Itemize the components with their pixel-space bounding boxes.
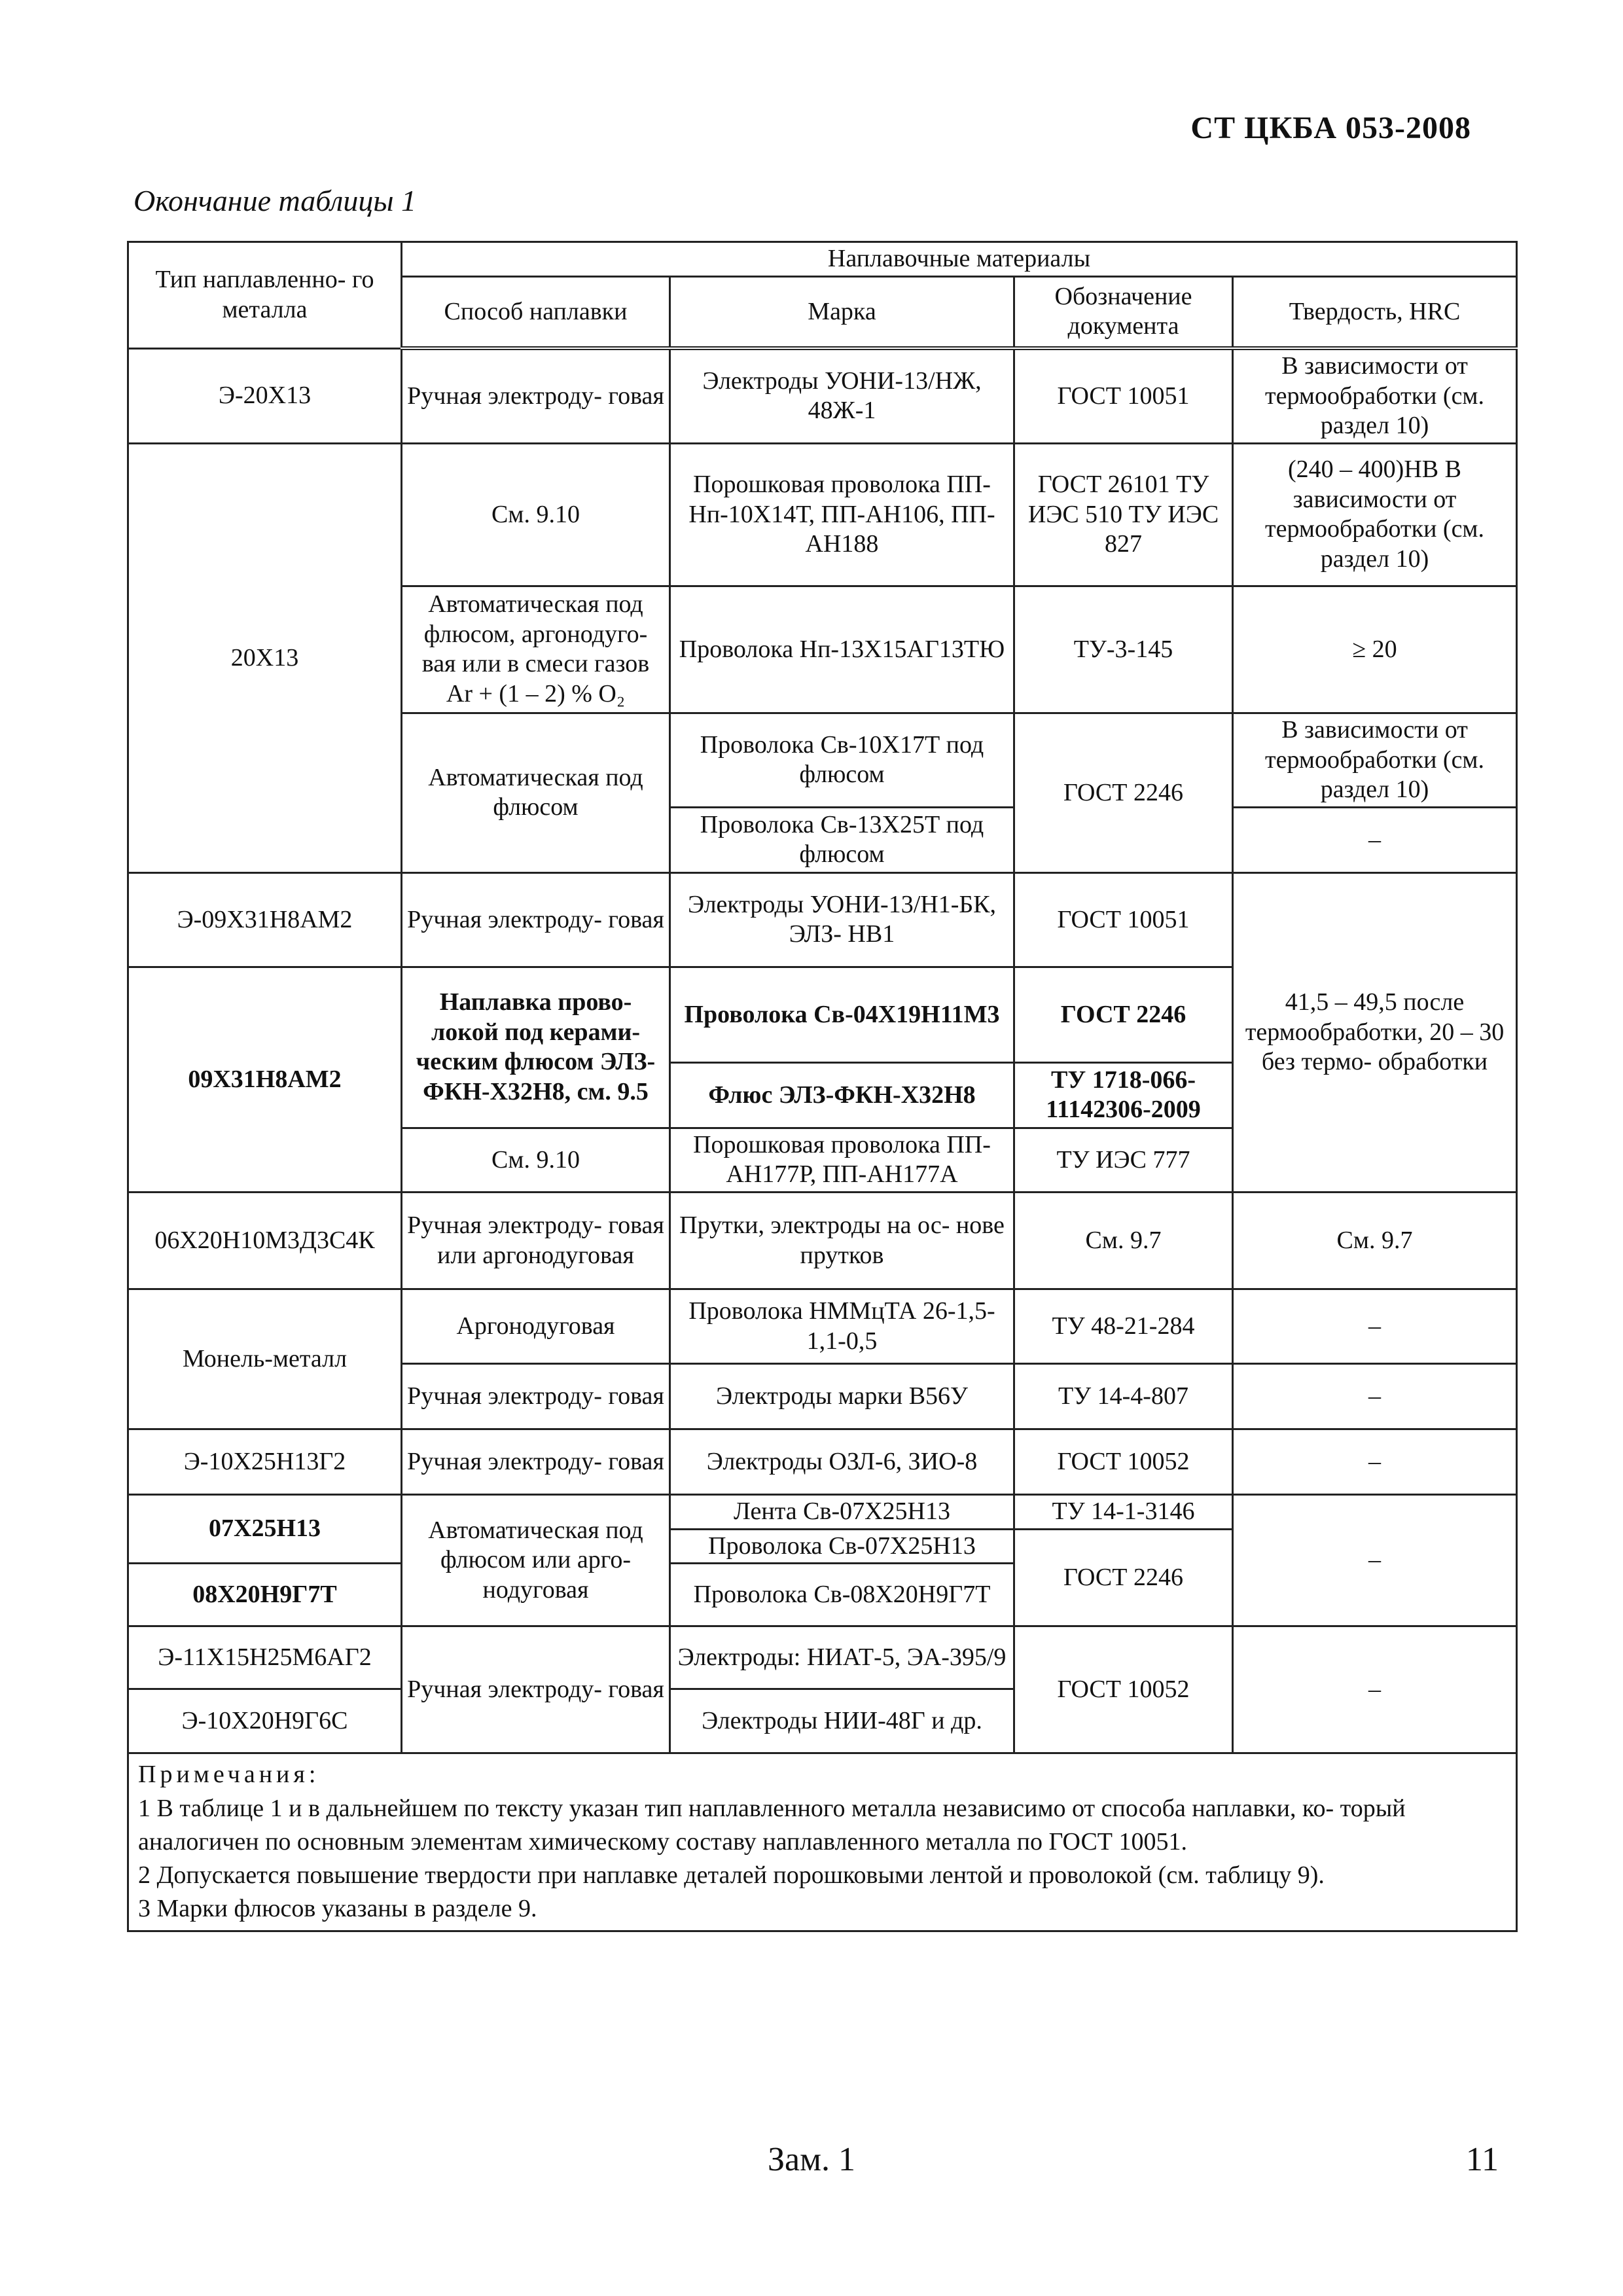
cell-brand: Проволока Св-07Х25Н13 bbox=[670, 1529, 1014, 1564]
cell-hardness: – bbox=[1233, 1495, 1517, 1626]
note-2: 2 Допускается повышение твердости при наплавке деталей порошковыми лентой и проволокой (см. таблицу 9). bbox=[138, 1861, 1325, 1890]
document-code: СТ ЦКБА 053-2008 bbox=[1190, 111, 1471, 145]
cell-document: ГОСТ 10051 bbox=[1014, 872, 1233, 967]
cell-type: 09Х31Н8АМ2 bbox=[128, 967, 402, 1192]
cell-brand: Проволока Св-04Х19Н11М3 bbox=[670, 967, 1014, 1062]
cell-type: Э-20Х13 bbox=[128, 348, 402, 443]
cell-type: 06Х20Н10М3Д3С4К bbox=[128, 1193, 402, 1289]
cell-type: Э-10Х25Н13Г2 bbox=[128, 1429, 402, 1495]
cell-brand: Электроды: НИАТ-5, ЭА-395/9 bbox=[670, 1626, 1014, 1689]
cell-type: 08Х20Н9Г7Т bbox=[128, 1564, 402, 1626]
cell-brand: Порошковая проволока ПП-Нп-10Х14Т, ПП-АН106, ПП-АН188 bbox=[670, 443, 1014, 586]
cell-type: Э-10Х20Н9Г6С bbox=[128, 1689, 402, 1753]
cell-brand: Электроды марки В56У bbox=[670, 1364, 1014, 1429]
header-type: Тип наплавленно- го металла bbox=[128, 242, 402, 349]
cell-brand: Проволока Нп-13Х15АГ13ТЮ bbox=[670, 586, 1014, 713]
cell-document: ТУ-3-145 bbox=[1014, 586, 1233, 713]
cell-document: ГОСТ 10052 bbox=[1014, 1626, 1233, 1753]
change-label: Зам. 1 bbox=[767, 2141, 856, 2178]
note-1: 1 В таблице 1 и в дальнейшем по тексту указан тип наплавленного металла независимо от способа наплавки, ко- торый аналогичен по основным элементам химическому составу наплавленного металла по ГОСТ 10051. bbox=[138, 1794, 1406, 1856]
cell-document: ГОСТ 10051 bbox=[1014, 348, 1233, 443]
cell-brand: Проволока Св-08Х20Н9Г7Т bbox=[670, 1564, 1014, 1626]
cell-type: Э-11Х15Н25М6АГ2 bbox=[128, 1626, 402, 1689]
cell-method: Автоматическая под флюсом bbox=[402, 713, 670, 872]
cell-hardness: – bbox=[1233, 1364, 1517, 1429]
cell-brand: Проволока Св-13Х25Т под флюсом bbox=[670, 807, 1014, 872]
cell-type: Э-09Х31Н8АМ2 bbox=[128, 872, 402, 967]
cell-method: Ручная электроду- говая bbox=[402, 348, 670, 443]
cell-method: Автоматическая под флюсом или арго- нодуговая bbox=[402, 1495, 670, 1626]
cell-hardness: В зависимости от термообработки (см. раздел 10) bbox=[1233, 348, 1517, 443]
cell-hardness: В зависимости от термообработки (см. раздел 10) bbox=[1233, 713, 1517, 807]
cell-brand: Порошковая проволока ПП-АН177Р, ПП-АН177А bbox=[670, 1128, 1014, 1192]
cell-hardness: – bbox=[1233, 1289, 1517, 1364]
cell-brand: Электроды УОНИ-13/Н1-БК, ЭЛЗ- НВ1 bbox=[670, 872, 1014, 967]
cell-method: Автоматическая под флюсом, аргонодуго- вая или в смеси газов Ar + (1 – 2) % O₂ bbox=[402, 586, 670, 713]
header-brand: Марка bbox=[670, 276, 1014, 348]
cell-brand: Лента Св-07Х25Н13 bbox=[670, 1495, 1014, 1530]
note-3: 3 Марки флюсов указаны в разделе 9. bbox=[138, 1895, 537, 1923]
header-group: Наплавочные материалы bbox=[402, 242, 1517, 277]
cell-method: Ручная электроду- говая bbox=[402, 1429, 670, 1495]
cell-brand: Электроды НИИ-48Г и др. bbox=[670, 1689, 1014, 1753]
cell-document: ГОСТ 26101 ТУ ИЭС 510 ТУ ИЭС 827 bbox=[1014, 443, 1233, 586]
header-method: Способ наплавки bbox=[402, 276, 670, 348]
cell-type: 20Х13 bbox=[128, 443, 402, 872]
materials-table bbox=[127, 241, 1518, 1932]
cell-hardness: 41,5 – 49,5 после термообработки, 20 – 30 без термо- обработки bbox=[1233, 872, 1517, 1192]
cell-brand: Проволока Св-10Х17Т под флюсом bbox=[670, 713, 1014, 807]
cell-brand: Проволока НММцТА 26-1,5-1,1-0,5 bbox=[670, 1289, 1014, 1364]
notes-title: Примечания: bbox=[138, 1761, 320, 1789]
cell-document: ГОСТ 2246 bbox=[1014, 713, 1233, 872]
cell-document: ГОСТ 2246 bbox=[1014, 1529, 1233, 1626]
cell-type: 07Х25Н13 bbox=[128, 1495, 402, 1564]
cell-hardness: – bbox=[1233, 1429, 1517, 1495]
cell-type: Монель-металл bbox=[128, 1289, 402, 1429]
cell-document: См. 9.7 bbox=[1014, 1193, 1233, 1289]
cell-document: ТУ 48-21-284 bbox=[1014, 1289, 1233, 1364]
cell-document: ТУ ИЭС 777 bbox=[1014, 1128, 1233, 1192]
cell-method: Наплавка прово- локой под керами- ческим флюсом ЭЛЗ-ФКН-Х32Н8, см. 9.5 bbox=[402, 967, 670, 1128]
table-caption: Окончание таблицы 1 bbox=[134, 184, 416, 217]
cell-document: ТУ 14-4-807 bbox=[1014, 1364, 1233, 1429]
cell-brand: Флюс ЭЛЗ-ФКН-Х32Н8 bbox=[670, 1062, 1014, 1128]
cell-method: Ручная электроду- говая bbox=[402, 1626, 670, 1753]
cell-brand: Электроды ОЗЛ-6, ЗИО-8 bbox=[670, 1429, 1014, 1495]
cell-hardness: ≥ 20 bbox=[1233, 586, 1517, 713]
cell-document: ГОСТ 2246 bbox=[1014, 967, 1233, 1062]
cell-brand: Электроды УОНИ-13/НЖ, 48Ж-1 bbox=[670, 348, 1014, 443]
cell-method: Аргонодуговая bbox=[402, 1289, 670, 1364]
cell-hardness: См. 9.7 bbox=[1233, 1193, 1517, 1289]
page-number: 11 bbox=[1465, 2141, 1499, 2178]
cell-method: Ручная электроду- говая bbox=[402, 872, 670, 967]
cell-document: ТУ 14-1-3146 bbox=[1014, 1495, 1233, 1530]
header-hardness: Твердость, HRC bbox=[1233, 276, 1517, 348]
cell-document: ГОСТ 10052 bbox=[1014, 1429, 1233, 1495]
cell-hardness: – bbox=[1233, 1626, 1517, 1753]
cell-method: Ручная электроду- говая bbox=[402, 1364, 670, 1429]
cell-document: ТУ 1718-066- 11142306-2009 bbox=[1014, 1062, 1233, 1128]
cell-method: См. 9.10 bbox=[402, 443, 670, 586]
cell-hardness: (240 – 400)НВ В зависимости от термообработки (см. раздел 10) bbox=[1233, 443, 1517, 586]
cell-method: Ручная электроду- говая или аргонодуговая bbox=[402, 1193, 670, 1289]
cell-hardness: – bbox=[1233, 807, 1517, 872]
notes-block bbox=[128, 1753, 1517, 1931]
header-document: Обозначение документа bbox=[1014, 276, 1233, 348]
cell-brand: Прутки, электроды на ос- нове прутков bbox=[670, 1193, 1014, 1289]
cell-method: См. 9.10 bbox=[402, 1128, 670, 1192]
